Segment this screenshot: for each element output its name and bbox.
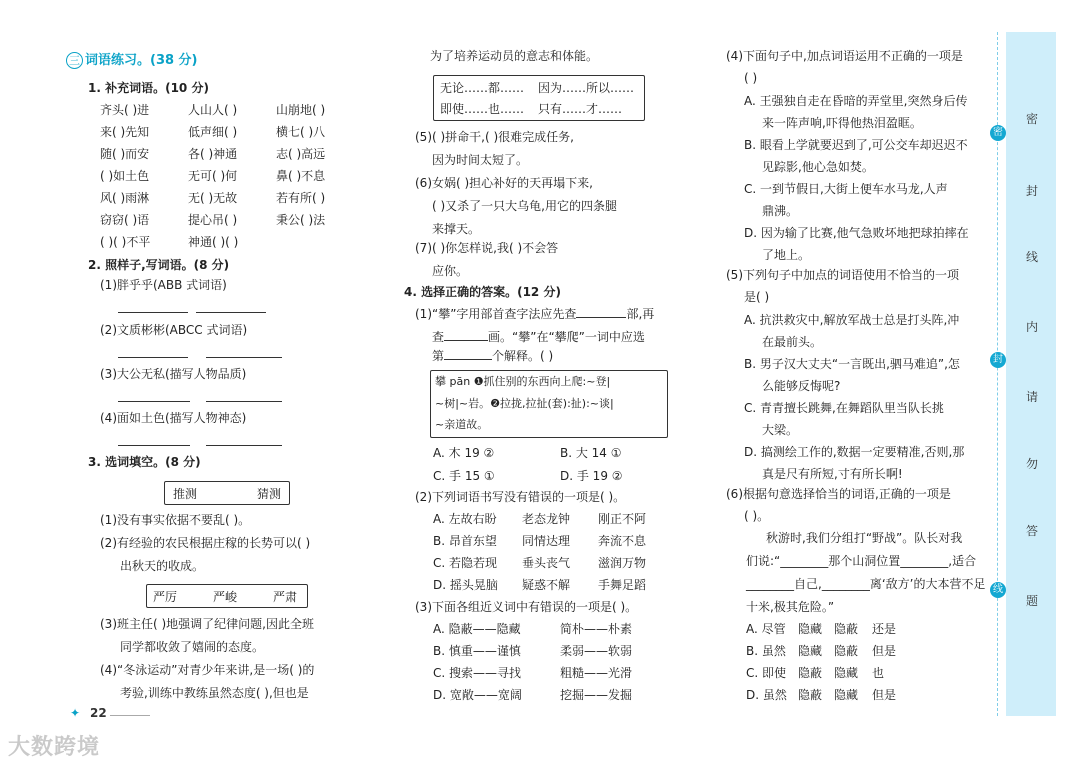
q3-s6b: ( )又杀了一只大乌龟,用它的四条腿: [432, 199, 617, 213]
q2-item-4: (4)面如土色(描写人物神态): [100, 411, 247, 425]
word-box-2: 严厉 严峻 严肃: [146, 584, 308, 608]
option-item: D. 搞测绘工作的,数据一定要精准,否则,那: [744, 445, 965, 459]
q3-s4b: 考验,训练中教练虽然态度( ),但也是: [120, 686, 309, 700]
option-item: A. 王强独自走在昏暗的弄堂里,突然身后传: [744, 94, 968, 108]
q1-title: 1. 补充词语。(10 分): [88, 81, 209, 95]
option-item: C. 若隐若现: [433, 556, 498, 570]
q3-s7b: 应你。: [432, 264, 469, 278]
q3-s6a: (6)女娲( )担心补好的天再塌下来,: [415, 176, 593, 190]
option-item: 疑惑不解: [522, 578, 571, 592]
q4-p1-opt-c: C. 手 15 ①: [433, 469, 495, 483]
footer-rule: [110, 715, 150, 716]
option-item: 奔流不息: [598, 534, 647, 548]
q4-title: 4. 选择正确的答案。(12 分): [404, 285, 561, 299]
answer-line[interactable]: [118, 312, 188, 313]
seal-char: 题: [1025, 594, 1038, 608]
fill-in-item: 随( )而安: [100, 147, 150, 161]
option-item: 手舞足蹈: [598, 578, 647, 592]
option-item: 垂头丧气: [522, 556, 571, 570]
q4-p5b: 是( ): [744, 290, 770, 304]
answer-line[interactable]: [196, 312, 266, 313]
option-item: 但是: [872, 644, 897, 658]
fill-in-item: 人山人( ): [188, 103, 238, 117]
answer-line[interactable]: [206, 445, 282, 446]
option-item: C. 青青擅长跳舞,在舞蹈队里当队长挑: [744, 401, 944, 415]
option-item: B. 昂首东望: [433, 534, 497, 548]
seal-marker: 封: [990, 352, 1006, 368]
option-item: C. 即使: [746, 666, 787, 680]
option-item: B. 眼看上学就要迟到了,可公交车却迟迟不: [744, 138, 968, 152]
option-item: D. 虽然: [746, 688, 787, 702]
seal-char: 密: [1025, 112, 1038, 126]
fill-in-item: 齐头( )进: [100, 103, 150, 117]
option-item-cont: 见踪影,他心急如焚。: [762, 160, 874, 174]
option-item: 隐藏: [834, 688, 859, 702]
option-item: 同情达理: [522, 534, 571, 548]
section-title: 三 词语练习。(38 分): [66, 50, 198, 70]
option-item: C. 搜索——寻找: [433, 666, 522, 680]
option-item-cont: 真是尺有所短,寸有所长啊!: [762, 467, 903, 481]
q4-p4a: (4)下面句子中,加点词语运用不正确的一项是: [726, 49, 963, 63]
passage-line-2: 们说:“________那个山洞位置________,适合: [746, 554, 977, 568]
answer-blank[interactable]: [444, 328, 488, 341]
answer-line[interactable]: [206, 357, 282, 358]
option-item: 隐蔽: [798, 666, 823, 680]
option-item: B. 慎重——谨慎: [433, 644, 521, 658]
q3-s1: (1)没有事实依据不要乱( )。: [100, 513, 251, 527]
q4-p3: (3)下面各组近义词中有错误的一项是( )。: [415, 600, 638, 614]
seal-sidebar: [1006, 32, 1056, 716]
q2-item-3: (3)大公无私(描写人物品质): [100, 367, 247, 381]
option-item-cont: 来一阵声响,吓得他热泪盈眶。: [762, 116, 922, 130]
answer-blank[interactable]: [576, 305, 626, 318]
q4-p2: (2)下列词语书写没有错误的一项是( )。: [415, 490, 626, 504]
fill-in-item: 若有所( ): [276, 191, 326, 205]
answer-line[interactable]: [206, 401, 282, 402]
answer-blank[interactable]: [444, 347, 492, 360]
fill-in-item: 志( )高远: [276, 147, 326, 161]
fill-in-item: 提心吊( ): [188, 213, 238, 227]
q3-s4c: 为了培养运动员的意志和体能。: [430, 49, 599, 63]
q3-s3b: 同学都收敛了嬉闹的态度。: [120, 640, 265, 654]
q3-s5b: 因为时间太短了。: [432, 153, 529, 167]
q3-s7a: (7)( )你怎样说,我( )不会答: [415, 241, 559, 255]
section-number: 三: [66, 52, 83, 69]
fill-in-item: 来( )先知: [100, 125, 150, 139]
fill-in-item: 无( )无故: [188, 191, 238, 205]
q4-p1-opt-b: B. 大 14 ①: [560, 446, 622, 460]
q4-p1b: 查 画。“攀”在“攀爬”一词中应选: [432, 330, 645, 344]
q4-p1a: (1)“攀”字用部首查字法应先查 部,再: [415, 307, 655, 321]
option-item: 老态龙钟: [522, 512, 571, 526]
q4-p1-opt-a: A. 木 19 ②: [433, 446, 495, 460]
fill-in-item: 秉公( )法: [276, 213, 326, 227]
fill-in-item: 山崩地( ): [276, 103, 326, 117]
seal-marker: 密: [990, 125, 1006, 141]
seal-char: 封: [1025, 184, 1038, 198]
fill-in-item: 鼻( )不息: [276, 169, 326, 183]
option-item-cont: 么能够反悔呢?: [762, 379, 841, 393]
fill-in-item: 低声细( ): [188, 125, 238, 139]
q4-p6a: (6)根据句意选择恰当的词语,正确的一项是: [726, 487, 951, 501]
q4-p4b: ( ): [744, 71, 758, 85]
option-item: A. 隐蔽——隐藏: [433, 622, 521, 636]
q4-p5a: (5)下列句子中加点的词语使用不恰当的一项: [726, 268, 959, 282]
fill-in-item: ( )如土色: [100, 169, 150, 183]
option-item: 简朴——朴素: [560, 622, 633, 636]
q3-s5a: (5)( )拼命干,( )很难完成任务,: [415, 130, 574, 144]
q3-s4a: (4)“冬泳运动”对青少年来讲,是一场( )的: [100, 663, 315, 677]
star-icon: ✦: [70, 706, 81, 720]
option-item: 隐藏: [834, 666, 859, 680]
answer-line[interactable]: [118, 445, 190, 446]
option-item-cont: 大梁。: [762, 423, 799, 437]
option-item: 但是: [872, 688, 897, 702]
q4-p1c: 第 个解释。( ): [432, 349, 554, 363]
seal-char: 线: [1025, 250, 1038, 264]
fill-in-item: 横七( )八: [276, 125, 326, 139]
q3-title: 3. 选词填空。(8 分): [88, 455, 201, 469]
seal-char: 勿: [1025, 457, 1038, 471]
option-item: A. 左故右盼: [433, 512, 497, 526]
option-item: B. 虽然: [746, 644, 786, 658]
q4-p6b: ( )。: [744, 509, 770, 523]
q3-s2b: 出秋天的收成。: [120, 559, 205, 573]
fill-in-item: ( )( )不平: [100, 235, 151, 249]
option-item: 粗糙——光滑: [560, 666, 633, 680]
watermark: 大数跨境: [8, 735, 101, 760]
option-item: 还是: [872, 622, 897, 636]
option-item: 滋润万物: [598, 556, 647, 570]
fill-in-item: 风( )雨淋: [100, 191, 150, 205]
conjunction-box: 无论……都…… 因为……所以…… 即使……也…… 只有……才……: [433, 75, 645, 121]
q2-title: 2. 照样子,写词语。(8 分): [88, 258, 230, 272]
dictionary-box: 攀 pān ❶抓住别的东西向上爬:~登| ~树|~岩。❷拉拢,拉扯(套):扯):~谈| ~亲道故。: [430, 370, 668, 438]
seal-char: 内: [1025, 320, 1038, 334]
passage-line-3: ________自己,________离‘敌方’的大本营不足: [746, 577, 986, 591]
option-item: 柔弱——软弱: [560, 644, 633, 658]
fill-in-item: 神通( )( ): [188, 235, 239, 249]
seal-char: 答: [1025, 524, 1038, 538]
option-item: 刚正不阿: [598, 512, 647, 526]
option-item: 挖掘——发掘: [560, 688, 633, 702]
option-item: C. 一到节假日,大街上便车水马龙,人声: [744, 182, 948, 196]
option-item: A. 尽管: [746, 622, 786, 636]
option-item-cont: 鼎沸。: [762, 204, 799, 218]
option-item-cont: 在最前头。: [762, 335, 823, 349]
option-item: 隐藏: [798, 622, 823, 636]
answer-line[interactable]: [118, 401, 190, 402]
fill-in-item: 各( )神通: [188, 147, 238, 161]
passage-line-1: 秋游时,我们分组打“野战”。队长对我: [766, 531, 963, 545]
q4-p1-opt-d: D. 手 19 ②: [560, 469, 623, 483]
q3-s6c: 来撑天。: [432, 222, 481, 236]
q3-s2a: (2)有经验的农民根据庄稼的长势可以( ): [100, 536, 311, 550]
fill-in-item: 窃窃( )语: [100, 213, 150, 227]
option-item: A. 抗洪救灾中,解放军战士总是打头阵,冲: [744, 313, 960, 327]
passage-line-4: 十米,极其危险。”: [746, 600, 835, 614]
option-item: D. 因为输了比赛,他气急败坏地把球拍摔在: [744, 226, 969, 240]
word-box-1: 推测 猜测: [164, 481, 290, 505]
seal-char: 请: [1025, 390, 1038, 404]
option-item: D. 宽敞——宽阔: [433, 688, 522, 702]
answer-line[interactable]: [118, 357, 188, 358]
q2-item-1: (1)胖乎乎(ABB 式词语): [100, 278, 227, 292]
q2-item-2: (2)文质彬彬(ABCC 式词语): [100, 323, 248, 337]
fill-in-item: 无可( )何: [188, 169, 238, 183]
option-item: 隐藏: [798, 644, 823, 658]
option-item-cont: 了地上。: [762, 248, 811, 262]
option-item: B. 男子汉大丈夫“一言既出,驷马难追”,怎: [744, 357, 960, 371]
option-item: D. 摇头晃脑: [433, 578, 498, 592]
option-item: 隐蔽: [834, 622, 859, 636]
option-item: 隐蔽: [834, 644, 859, 658]
q3-s3a: (3)班主任( )地强调了纪律问题,因此全班: [100, 617, 314, 631]
option-item: 也: [872, 666, 885, 680]
option-item: 隐蔽: [798, 688, 823, 702]
page-number: 22: [90, 706, 107, 720]
seal-marker: 线: [990, 582, 1006, 598]
